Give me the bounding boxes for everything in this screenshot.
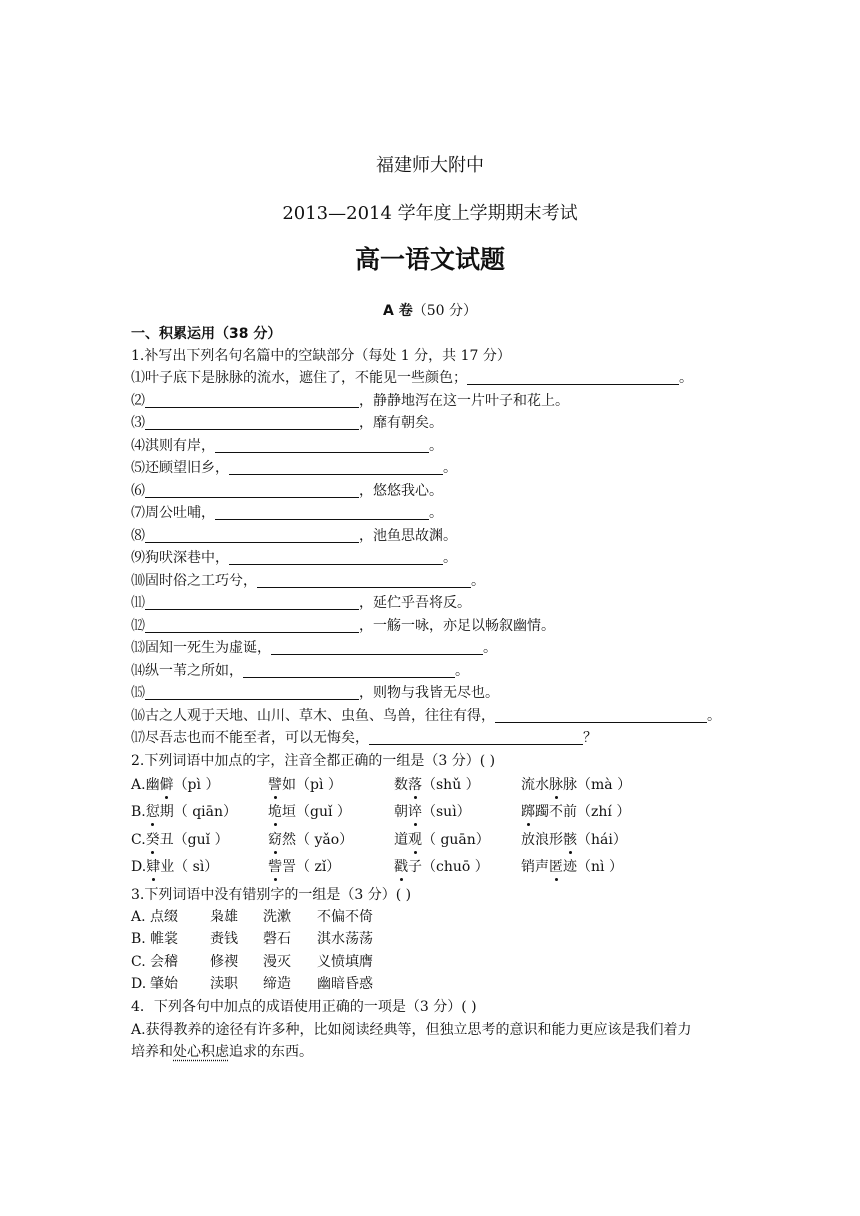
fill-blank-item (131, 482, 443, 500)
item-text: ⑷淇则有岸， (131, 438, 215, 454)
item-text-end: 。 (429, 438, 443, 454)
q3-option-word: 渎职 (210, 976, 238, 992)
item-text-end: ，静静地泻在这一片叶子和花上。 (359, 393, 569, 409)
word-pinyin: （suì） (422, 804, 471, 820)
item-text-end: ，靡有朝矣。 (359, 415, 443, 431)
item-text-end: ，则物与我皆无尽也。 (359, 685, 499, 701)
item-text-end: 。 (679, 370, 693, 386)
item-text: ⑻ (131, 528, 145, 544)
fill-blank-item (131, 504, 443, 522)
item-text: ⒄尽吾志也而不能至者，可以无悔矣， (131, 730, 369, 746)
item-text: ⑾ (131, 595, 145, 611)
q3-stem: 3.下列词语中没有错别字的一组是（3 分）( ) (131, 887, 412, 903)
q2-option-word (521, 858, 623, 876)
q2-stem: 2.下列词语中加点的字，注音全都正确的一组是（3 分）( ) (131, 753, 496, 769)
answer-blank[interactable] (145, 618, 359, 633)
item-text: ⑼狗吠深巷中， (131, 550, 229, 566)
q2-option-word (394, 776, 480, 794)
q1-stem: 1.补写出下列名句名篇中的空缺部分（每处 1 分，共 17 分） (131, 348, 511, 364)
answer-blank[interactable] (145, 483, 359, 498)
q2-option-word (131, 831, 229, 849)
item-text: ⒃古之人观于天地、山川、草木、虫鱼、鸟兽，往往有得， (131, 708, 495, 724)
dotted-character: 戳 (394, 859, 408, 875)
item-text-end: 。 (429, 505, 443, 521)
word-pinyin: 迹（nì ） (563, 859, 623, 875)
item-text-end: ，一觞一咏，亦足以畅叙幽情。 (359, 618, 555, 634)
fill-blank-item (131, 572, 485, 590)
q2-option-word (394, 831, 490, 849)
q2-option-word (268, 858, 340, 876)
answer-blank[interactable] (229, 460, 443, 475)
fill-blank-item (131, 369, 693, 387)
answer-blank[interactable] (145, 685, 359, 700)
answer-blank[interactable] (271, 640, 483, 655)
item-text-end: 。 (443, 460, 457, 476)
option-label: B. (131, 804, 146, 820)
word-pinyin: （hái） (577, 832, 627, 848)
word-pinyin: 丑（guǐ ） (159, 832, 229, 848)
q2-option-word (268, 831, 353, 849)
answer-blank[interactable] (229, 550, 443, 565)
dotted-character: 骸 (563, 832, 577, 848)
subject-title: 高一语文试题 (354, 245, 505, 274)
dotted-character: 僻 (159, 777, 174, 793)
item-text-end: 。 (483, 640, 497, 656)
option-label: D. (131, 976, 147, 992)
word-text: 销声 (521, 859, 549, 875)
word-text: 放浪形 (521, 832, 563, 848)
dotted-character: 谇 (408, 804, 422, 820)
item-text: ⑺周公吐哺， (131, 505, 215, 521)
word-pinyin: （ guān） (422, 832, 490, 848)
dotted-character: 癸 (145, 832, 160, 848)
fill-blank-item (131, 707, 721, 725)
fill-blank-item (131, 437, 443, 455)
word-text: 道 (394, 832, 408, 848)
word-pinyin: 然（ yǎo） (282, 832, 354, 848)
item-text-end: ，延伫乎吾将反。 (359, 595, 471, 611)
exam-title: 2013—2014 学年度上学期期末考试 (282, 203, 578, 224)
answer-blank[interactable] (145, 415, 359, 430)
q3-option-word: 幽暗昏惑 (317, 976, 373, 992)
part-score: （50 分） (412, 303, 477, 319)
dotted-character: 落 (408, 777, 422, 793)
word-pinyin: 子（chuō ） (408, 859, 489, 875)
q3-option-word: 帷裳 (150, 931, 178, 947)
q2-option-word (394, 858, 489, 876)
dotted-character: 匿 (549, 859, 563, 875)
fill-blank-item (131, 639, 497, 657)
fill-blank-item (131, 392, 569, 410)
item-text: ⑽固时俗之工巧兮， (131, 573, 257, 589)
item-text: ⒁纵一苇之所如， (131, 663, 243, 679)
q3-option-word: 修禊 (210, 954, 238, 970)
item-text-end: 。 (707, 708, 721, 724)
item-text: ⒀固知一死生为虚诞， (131, 640, 271, 656)
fill-blank-item (131, 549, 457, 567)
fill-blank-item (131, 414, 443, 432)
word-text: 幽 (145, 777, 160, 793)
dotted-character: 垝 (268, 804, 282, 820)
q3-option-word: 点缀 (150, 909, 178, 925)
dotted-character: 观 (408, 832, 422, 848)
q2-option-word (131, 776, 219, 794)
q4-a-text: 培养和 (131, 1044, 173, 1060)
answer-blank[interactable] (243, 663, 455, 678)
q3-option-word: 不偏不倚 (317, 909, 373, 925)
answer-blank[interactable] (215, 438, 429, 453)
item-text-end: 。 (443, 550, 457, 566)
q3-option-word: 漫灭 (263, 954, 291, 970)
q4-option-a-line2 (131, 1043, 313, 1061)
option-label: C. (131, 954, 146, 970)
option-label: C. (131, 832, 146, 848)
answer-blank[interactable] (495, 708, 707, 723)
q2-option-word (268, 776, 342, 794)
q3-option-word: 肇始 (150, 976, 178, 992)
answer-blank[interactable] (145, 393, 359, 408)
fill-blank-item (131, 617, 555, 635)
option-label: D. (131, 859, 147, 875)
option-label: B. (131, 931, 146, 947)
word-pinyin: 垣（guǐ ） (282, 804, 351, 820)
q3-option-word: 洗漱 (263, 909, 291, 925)
q2-option-word (521, 776, 631, 794)
answer-blank[interactable] (467, 370, 679, 385)
answer-blank[interactable] (215, 505, 429, 520)
dotted-character: 愆 (145, 804, 160, 820)
fill-blank-item (131, 684, 499, 702)
q2-option-word (521, 803, 630, 821)
fill-blank-item (131, 527, 457, 545)
answer-blank[interactable] (369, 730, 583, 745)
q2-option-word (131, 858, 218, 876)
word-pinyin: 业（ sì） (160, 859, 219, 875)
dotted-character: 肄 (146, 859, 161, 875)
q3-option-word: 枭雄 (210, 909, 238, 925)
answer-blank[interactable] (257, 573, 471, 588)
dotted-character: 訾 (268, 859, 282, 875)
item-text: ⑿ (131, 618, 145, 634)
part-heading (0, 300, 860, 320)
q2-option-word (521, 831, 627, 849)
item-text-end: 。 (471, 573, 485, 589)
word-pinyin: 躅不前（zhí ） (535, 804, 631, 820)
answer-blank[interactable] (145, 595, 359, 610)
q3-option-word: 会稽 (150, 954, 178, 970)
item-text: ⑵ (131, 393, 145, 409)
q3-option-word: 磬石 (263, 931, 291, 947)
item-text: ⑴叶子底下是脉脉的流水，遮住了，不能见一些颜色； (131, 370, 467, 386)
word-text: 朝 (394, 804, 408, 820)
dotted-character: 踯 (521, 804, 535, 820)
word-text: 流水 (521, 777, 549, 793)
item-text-end: 。 (455, 663, 469, 679)
fill-blank-item (131, 662, 469, 680)
word-pinyin: 詈（ zǐ） (282, 859, 341, 875)
word-pinyin: （shǔ ） (422, 777, 480, 793)
item-text-end: ，悠悠我心。 (359, 483, 443, 499)
item-text: ⒂ (131, 685, 145, 701)
word-text: 数 (394, 777, 408, 793)
word-pinyin: 如（pì ） (282, 777, 342, 793)
q2-option-word (394, 803, 471, 821)
item-text: ⑶ (131, 415, 145, 431)
word-pinyin: 期（ qiān） (159, 804, 238, 820)
part-label: A 卷 (383, 303, 413, 319)
q3-option-word: 缔造 (263, 976, 291, 992)
fill-blank-item (131, 594, 471, 612)
item-text: ⑸还顾望旧乡， (131, 460, 229, 476)
item-text-end: ？ (583, 730, 597, 746)
item-text: ⑹ (131, 483, 145, 499)
dotted-character: 脉 (549, 777, 563, 793)
option-label: A. (131, 909, 146, 925)
item-text-end: ，池鱼思故渊。 (359, 528, 457, 544)
q2-option-word (131, 803, 237, 821)
fill-blank-item (131, 459, 457, 477)
q2-option-word (268, 803, 351, 821)
section-title: 一、积累运用（38 分） (131, 326, 282, 342)
q4-a-text-end: 追求的东西。 (229, 1044, 313, 1060)
q4-stem: 4．下列各句中加点的成语使用正确的一项是（3 分）( ) (131, 999, 477, 1015)
q3-option-word: 淇水荡荡 (317, 931, 373, 947)
word-pinyin: 脉（mà ） (563, 777, 632, 793)
q4-a-dotted-idiom: 处心积虑 (173, 1044, 229, 1060)
word-pinyin: （pì ） (173, 777, 220, 793)
dotted-character: 譬 (268, 777, 282, 793)
q3-option-word: 义愤填膺 (317, 954, 373, 970)
school-name: 福建师大附中 (376, 155, 484, 176)
option-label: A. (131, 777, 146, 793)
fill-blank-item (131, 729, 597, 747)
q3-option-word: 赉钱 (210, 931, 238, 947)
answer-blank[interactable] (145, 528, 359, 543)
dotted-character: 窈 (268, 832, 282, 848)
q4-option-a-line1: A.获得教养的途径有许多种，比如阅读经典等，但独立思考的意识和能力更应该是我们着力 (131, 1022, 692, 1038)
